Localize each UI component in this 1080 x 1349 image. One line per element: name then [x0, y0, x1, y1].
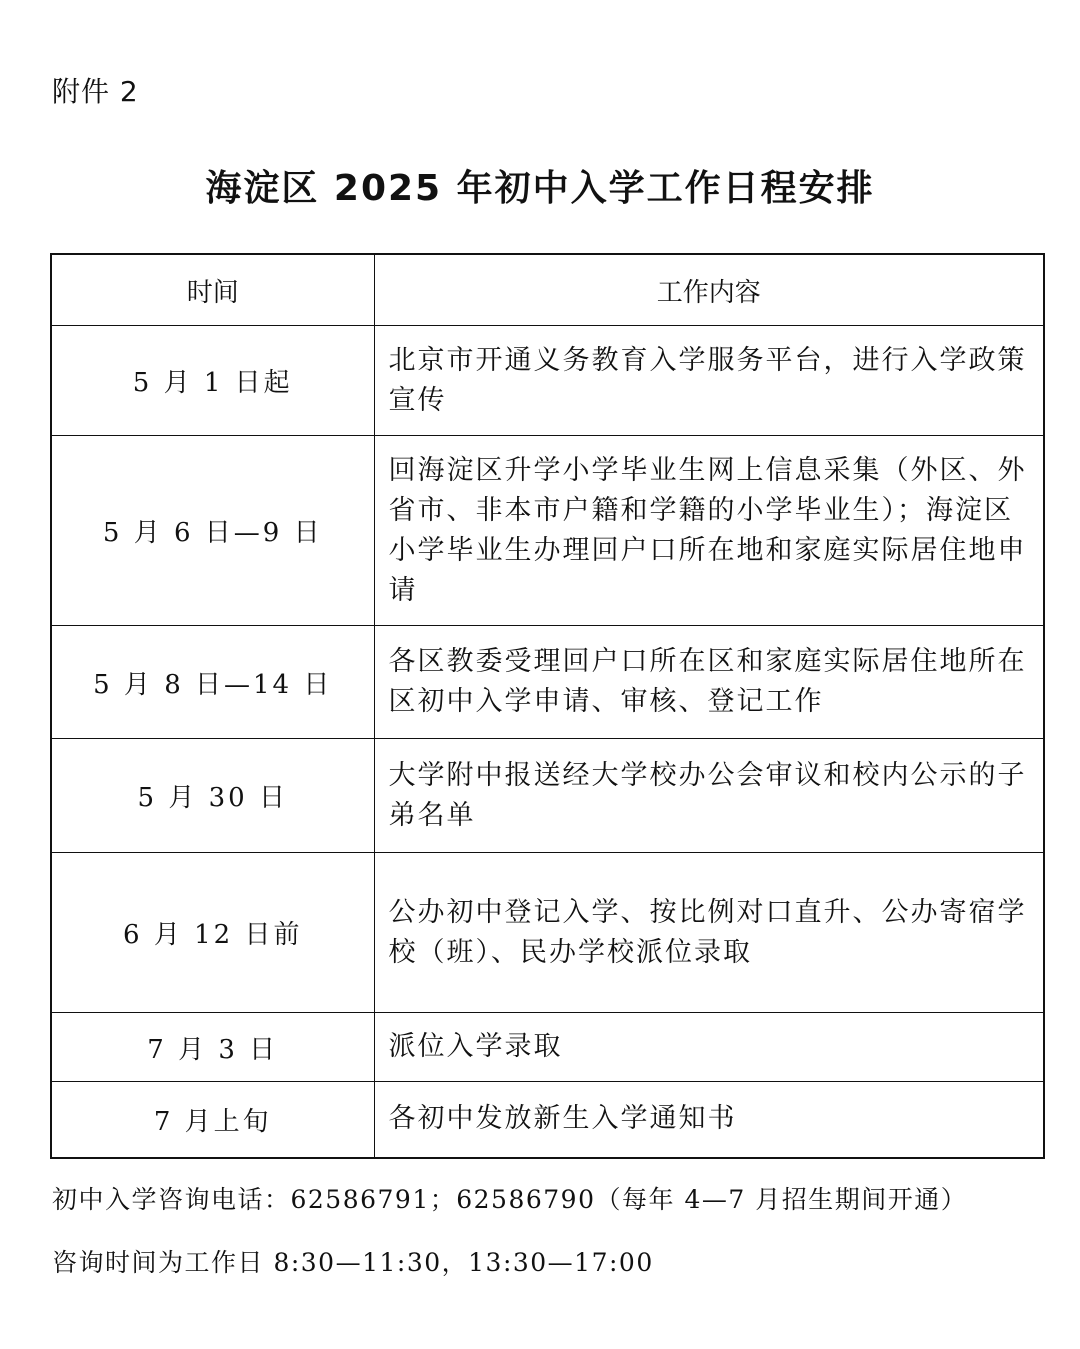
- row-time: 5 月 6 日—9 日: [51, 436, 374, 626]
- row-time: 5 月 30 日: [51, 739, 374, 853]
- table-header-row: [51, 254, 1044, 326]
- row-content: 各初中发放新生入学通知书: [374, 1082, 1044, 1158]
- table-row: [51, 739, 1044, 853]
- consultation-phone: 初中入学咨询电话：62586791；62586790（每年 4—7 月招生期间开通）: [52, 1185, 968, 1214]
- header-content: 工作内容: [374, 254, 1044, 326]
- row-content: 北京市开通义务教育入学服务平台，进行入学政策宣传: [374, 326, 1044, 436]
- table-row: [51, 626, 1044, 739]
- row-content: 回海淀区升学小学毕业生网上信息采集（外区、外省市、非本市户籍和学籍的小学毕业生）；海淀区小学毕业生办理回户口所在地和家庭实际居住地申请: [374, 436, 1044, 626]
- row-time: 6 月 12 日前: [51, 853, 374, 1013]
- row-content: 各区教委受理回户口所在区和家庭实际居住地所在区初中入学申请、审核、登记工作: [374, 626, 1044, 739]
- header-time: 时间: [51, 254, 374, 326]
- row-content: 大学附中报送经大学校办公会审议和校内公示的子弟名单: [374, 739, 1044, 853]
- consultation-hours: 咨询时间为工作日 8:30—11:30，13:30—17:00: [52, 1248, 654, 1277]
- row-content: 派位入学录取: [374, 1013, 1044, 1082]
- table-row: [51, 853, 1044, 1013]
- row-time: 7 月上旬: [51, 1082, 374, 1158]
- document-title: 海淀区 2025 年初中入学工作日程安排: [205, 168, 875, 209]
- row-content: 公办初中登记入学、按比例对口直升、公办寄宿学校（班）、民办学校派位录取: [374, 853, 1044, 1013]
- table-row: [51, 1013, 1044, 1082]
- table-row: [51, 1082, 1044, 1158]
- schedule-table: [50, 253, 1045, 1159]
- attachment-label: 附件 2: [52, 75, 139, 108]
- table-row: [51, 436, 1044, 626]
- row-time: 5 月 8 日—14 日: [51, 626, 374, 739]
- row-time: 5 月 1 日起: [51, 326, 374, 436]
- row-time: 7 月 3 日: [51, 1013, 374, 1082]
- table-row: [51, 326, 1044, 436]
